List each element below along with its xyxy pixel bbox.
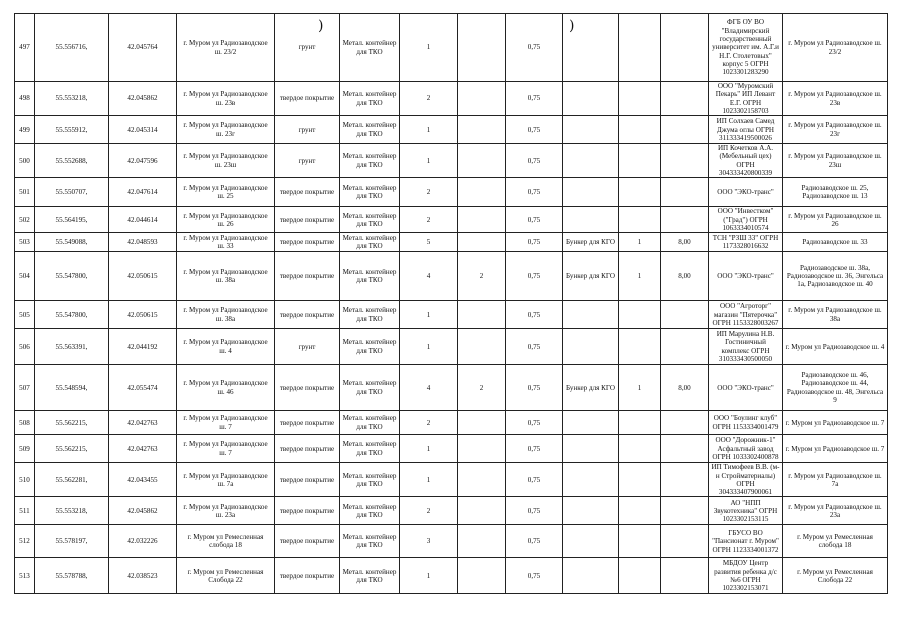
bunker-volume-cell <box>661 207 709 233</box>
bunker-type-cell <box>563 178 619 207</box>
container-count-cell: 1 <box>400 329 458 365</box>
container-type-cell: Метал. контейнер для ТКО <box>340 116 400 144</box>
owner-cell: МБДОУ Центр развития ребенка д/с №6 ОГРН 1023302153071 <box>709 558 783 594</box>
bunker-count-cell <box>619 435 661 463</box>
latitude-cell: 55.563391, <box>35 329 109 365</box>
bunker-volume-cell <box>661 116 709 144</box>
waste-source-cell: г. Муром ул Радиозаводское ш. 4 <box>783 329 888 365</box>
planned-count-cell <box>458 463 506 497</box>
container-type-cell: Метал. контейнер для ТКО <box>340 301 400 329</box>
waste-source-cell: г. Муром ул Радиозаводское ш. 23а <box>783 497 888 525</box>
row-number: 500 <box>15 144 35 178</box>
planned-count-cell <box>458 435 506 463</box>
latitude-cell: 55.550707, <box>35 178 109 207</box>
owner-cell: ООО "Муромский Пекарь" ИП Левант Е.Г. ОГРН 1023302158703 <box>709 82 783 116</box>
surface-cell: грунт <box>275 116 340 144</box>
waste-sites-table <box>14 13 888 594</box>
address-cell: г. Муром ул Радиозаводское ш. 23г <box>177 116 275 144</box>
container-count-cell: 2 <box>400 82 458 116</box>
row-number: 499 <box>15 116 35 144</box>
surface-cell: твердое покрытие <box>275 82 340 116</box>
surface-cell: твердое покрытие <box>275 435 340 463</box>
latitude-cell: 55.578197, <box>35 525 109 558</box>
bunker-type-cell <box>563 411 619 435</box>
row-number: 511 <box>15 497 35 525</box>
owner-cell: АО "НПП Звукотехника" ОГРН 1023302153115 <box>709 497 783 525</box>
bunker-volume-cell <box>661 178 709 207</box>
address-cell: г. Муром ул Радиозаводское ш. 23а <box>177 497 275 525</box>
container-type-cell: Метал. контейнер для ТКО <box>340 207 400 233</box>
bunker-count-cell: 1 <box>619 233 661 252</box>
bunker-type-cell <box>563 497 619 525</box>
bunker-volume-cell <box>661 497 709 525</box>
table-row <box>15 116 888 144</box>
table-row <box>15 82 888 116</box>
container-volume-cell: 0,75 <box>506 435 563 463</box>
container-type-cell: Метал. контейнер для ТКО <box>340 233 400 252</box>
container-volume-cell: 0,75 <box>506 525 563 558</box>
container-count-cell: 1 <box>400 116 458 144</box>
surface-cell: грунт <box>275 14 340 82</box>
table-row <box>15 14 888 82</box>
row-number: 503 <box>15 233 35 252</box>
planned-count-cell <box>458 82 506 116</box>
planned-count-cell <box>458 329 506 365</box>
bunker-type-cell: Бункер для КГО <box>563 365 619 411</box>
waste-source-cell: Радиозаводское ш. 25, Радиозаводское ш. 13 <box>783 178 888 207</box>
planned-count-cell <box>458 116 506 144</box>
bunker-count-cell <box>619 207 661 233</box>
longitude-cell: 42.042763 <box>109 435 177 463</box>
longitude-cell: 42.047614 <box>109 178 177 207</box>
container-volume-cell: 0,75 <box>506 14 563 82</box>
surface-cell: твердое покрытие <box>275 233 340 252</box>
owner-cell: ООО "Дорожник-1" Асфальтный завод ОГРН 1033302400878 <box>709 435 783 463</box>
container-type-cell: Метал. контейнер для ТКО <box>340 252 400 301</box>
container-volume-cell: 0,75 <box>506 497 563 525</box>
table-row <box>15 207 888 233</box>
bunker-volume-cell <box>661 463 709 497</box>
planned-count-cell <box>458 233 506 252</box>
row-number: 504 <box>15 252 35 301</box>
row-number: 497 <box>15 14 35 82</box>
bunker-count-cell <box>619 329 661 365</box>
latitude-cell: 55.547800, <box>35 301 109 329</box>
planned-count-cell: 2 <box>458 365 506 411</box>
bunker-volume-cell: 8,00 <box>661 233 709 252</box>
container-type-cell: Метал. контейнер для ТКО <box>340 144 400 178</box>
surface-cell: твердое покрытие <box>275 411 340 435</box>
latitude-cell: 55.578788, <box>35 558 109 594</box>
address-cell: г. Муром ул Радиозаводское ш. 33 <box>177 233 275 252</box>
planned-count-cell <box>458 525 506 558</box>
bunker-type-cell: Бункер для КГО <box>563 233 619 252</box>
surface-cell: твердое покрытие <box>275 525 340 558</box>
table-row <box>15 497 888 525</box>
waste-source-cell: г. Муром ул Радиозаводское ш. 23г <box>783 116 888 144</box>
planned-count-cell <box>458 497 506 525</box>
container-type-cell: Метал. контейнер для ТКО <box>340 558 400 594</box>
row-number: 508 <box>15 411 35 435</box>
bunker-volume-cell <box>661 435 709 463</box>
owner-cell: ИП Марулина Н.В. Гостиничный комплекс ОГРН 310333430500050 <box>709 329 783 365</box>
owner-cell: ООО "Агроторг" магазин "Пятерочка" ОГРН 1153328003267 <box>709 301 783 329</box>
waste-source-cell: Радиозаводское ш. 46, Радиозаводское ш. 44, Радиозаводское ш. 48, Энгельса 9 <box>783 365 888 411</box>
longitude-cell: 42.048593 <box>109 233 177 252</box>
planned-count-cell <box>458 14 506 82</box>
container-count-cell: 1 <box>400 435 458 463</box>
latitude-cell: 55.547800, <box>35 252 109 301</box>
waste-source-cell: г. Муром ул Радиозаводское ш. 38а <box>783 301 888 329</box>
surface-cell: твердое покрытие <box>275 497 340 525</box>
bunker-type-cell <box>563 301 619 329</box>
bunker-type-cell <box>563 144 619 178</box>
bunker-volume-cell <box>661 301 709 329</box>
latitude-cell: 55.562215, <box>35 411 109 435</box>
planned-count-cell <box>458 301 506 329</box>
container-count-cell: 4 <box>400 365 458 411</box>
row-number: 506 <box>15 329 35 365</box>
planned-count-cell <box>458 558 506 594</box>
container-count-cell: 4 <box>400 252 458 301</box>
longitude-cell: 42.045764 <box>109 14 177 82</box>
bunker-count-cell <box>619 497 661 525</box>
surface-cell: твердое покрытие <box>275 463 340 497</box>
table-row <box>15 329 888 365</box>
address-cell: г. Муром ул Радиозаводское ш. 7 <box>177 411 275 435</box>
container-volume-cell: 0,75 <box>506 233 563 252</box>
table-body <box>15 14 888 594</box>
container-count-cell: 2 <box>400 497 458 525</box>
owner-cell: ФГБ ОУ ВО "Владимирский государственный университет им. А.Г.и Н.Г. Столетовых" корпус 5 ОГРН 1023301283290 <box>709 14 783 82</box>
longitude-cell: 42.050615 <box>109 252 177 301</box>
container-count-cell: 2 <box>400 207 458 233</box>
bunker-volume-cell <box>661 14 709 82</box>
planned-count-cell <box>458 207 506 233</box>
surface-cell: грунт <box>275 329 340 365</box>
container-count-cell: 3 <box>400 525 458 558</box>
surface-cell: грунт <box>275 144 340 178</box>
row-number: 502 <box>15 207 35 233</box>
row-number: 513 <box>15 558 35 594</box>
address-cell: г. Муром ул Радиозаводское ш. 23ш <box>177 144 275 178</box>
registry-sheet <box>14 13 888 594</box>
container-volume-cell: 0,75 <box>506 144 563 178</box>
table-row <box>15 301 888 329</box>
surface-cell: твердое покрытие <box>275 207 340 233</box>
longitude-cell: 42.043455 <box>109 463 177 497</box>
longitude-cell: 42.042763 <box>109 411 177 435</box>
container-count-cell: 5 <box>400 233 458 252</box>
container-count-cell: 1 <box>400 144 458 178</box>
container-volume-cell: 0,75 <box>506 411 563 435</box>
table-row <box>15 252 888 301</box>
bunker-volume-cell <box>661 82 709 116</box>
table-row <box>15 365 888 411</box>
container-count-cell: 2 <box>400 411 458 435</box>
address-cell: г. Муром ул Радиозаводское ш. 7а <box>177 463 275 497</box>
planned-count-cell: 2 <box>458 252 506 301</box>
longitude-cell: 42.050615 <box>109 301 177 329</box>
waste-source-cell: г. Муром ул Радиозаводское ш. 26 <box>783 207 888 233</box>
table-row <box>15 233 888 252</box>
bunker-type-cell <box>563 329 619 365</box>
bunker-type-cell <box>563 207 619 233</box>
address-cell: г. Муром ул Радиозаводское ш. 23/2 <box>177 14 275 82</box>
bunker-volume-cell: 8,00 <box>661 365 709 411</box>
surface-cell: твердое покрытие <box>275 558 340 594</box>
bunker-type-cell <box>563 435 619 463</box>
row-number: 512 <box>15 525 35 558</box>
waste-source-cell: г. Муром ул Радиозаводское ш. 23в <box>783 82 888 116</box>
table-row <box>15 435 888 463</box>
table-row <box>15 144 888 178</box>
waste-source-cell: г. Муром ул Радиозаводское ш. 23ш <box>783 144 888 178</box>
container-type-cell: Метал. контейнер для ТКО <box>340 463 400 497</box>
container-count-cell: 2 <box>400 178 458 207</box>
scan-mark: ) <box>569 18 575 34</box>
latitude-cell: 55.556716, <box>35 14 109 82</box>
container-volume-cell: 0,75 <box>506 329 563 365</box>
table-row <box>15 558 888 594</box>
container-volume-cell: 0,75 <box>506 558 563 594</box>
container-type-cell: Метал. контейнер для ТКО <box>340 365 400 411</box>
latitude-cell: 55.549088, <box>35 233 109 252</box>
bunker-count-cell <box>619 116 661 144</box>
table-row <box>15 525 888 558</box>
row-number: 505 <box>15 301 35 329</box>
container-count-cell: 1 <box>400 558 458 594</box>
owner-cell: ООО "ЭКО-транс" <box>709 178 783 207</box>
container-count-cell: 1 <box>400 463 458 497</box>
container-volume-cell: 0,75 <box>506 82 563 116</box>
container-volume-cell: 0,75 <box>506 463 563 497</box>
planned-count-cell <box>458 178 506 207</box>
owner-cell: ИП Кочетков А.А. (Мебельный цех) ОГРН 304333420800339 <box>709 144 783 178</box>
bunker-count-cell <box>619 301 661 329</box>
container-volume-cell: 0,75 <box>506 207 563 233</box>
bunker-count-cell <box>619 144 661 178</box>
table-row <box>15 178 888 207</box>
longitude-cell: 42.044192 <box>109 329 177 365</box>
longitude-cell: 42.045314 <box>109 116 177 144</box>
surface-cell: твердое покрытие <box>275 301 340 329</box>
container-type-cell: Метал. контейнер для ТКО <box>340 525 400 558</box>
owner-cell: ИП Солхаев Самед Джума оглы ОГРН 311333419500026 <box>709 116 783 144</box>
container-type-cell: Метал. контейнер для ТКО <box>340 329 400 365</box>
container-volume-cell: 0,75 <box>506 365 563 411</box>
bunker-type-cell <box>563 116 619 144</box>
planned-count-cell <box>458 411 506 435</box>
waste-source-cell: г. Муром ул Ремесленная Слобода 22 <box>783 558 888 594</box>
bunker-count-cell <box>619 82 661 116</box>
container-volume-cell: 0,75 <box>506 116 563 144</box>
container-volume-cell: 0,75 <box>506 301 563 329</box>
container-type-cell: Метал. контейнер для ТКО <box>340 82 400 116</box>
bunker-count-cell <box>619 525 661 558</box>
waste-source-cell: Радиозаводское ш. 33 <box>783 233 888 252</box>
address-cell: г. Муром ул Радиозаводское ш. 38а <box>177 252 275 301</box>
container-volume-cell: 0,75 <box>506 178 563 207</box>
bunker-count-cell <box>619 558 661 594</box>
bunker-volume-cell <box>661 144 709 178</box>
bunker-count-cell <box>619 178 661 207</box>
table-row <box>15 411 888 435</box>
latitude-cell: 55.548594, <box>35 365 109 411</box>
latitude-cell: 55.562281, <box>35 463 109 497</box>
container-type-cell: Метал. контейнер для ТКО <box>340 411 400 435</box>
address-cell: г. Муром ул Радиозаводское ш. 25 <box>177 178 275 207</box>
address-cell: г. Муром ул Ремесленная слобода 18 <box>177 525 275 558</box>
longitude-cell: 42.047596 <box>109 144 177 178</box>
bunker-type-cell <box>563 525 619 558</box>
bunker-type-cell <box>563 82 619 116</box>
bunker-volume-cell <box>661 525 709 558</box>
bunker-count-cell <box>619 463 661 497</box>
owner-cell: ООО "ЭКО-транс" <box>709 252 783 301</box>
owner-cell: ООО "Инвестком" ("Град") ОГРН 1063334010574 <box>709 207 783 233</box>
owner-cell: ГБУСО ВО "Пансионат г. Муром" ОГРН 1123334001372 <box>709 525 783 558</box>
latitude-cell: 55.564195, <box>35 207 109 233</box>
bunker-count-cell <box>619 14 661 82</box>
longitude-cell: 42.032226 <box>109 525 177 558</box>
planned-count-cell <box>458 144 506 178</box>
bunker-volume-cell <box>661 558 709 594</box>
surface-cell: твердое покрытие <box>275 178 340 207</box>
waste-source-cell: г. Муром ул Радиозаводское ш. 7 <box>783 435 888 463</box>
longitude-cell: 42.038523 <box>109 558 177 594</box>
surface-cell: твердое покрытие <box>275 365 340 411</box>
bunker-volume-cell <box>661 329 709 365</box>
longitude-cell: 42.045862 <box>109 497 177 525</box>
longitude-cell: 42.044614 <box>109 207 177 233</box>
bunker-count-cell: 1 <box>619 252 661 301</box>
longitude-cell: 42.045862 <box>109 82 177 116</box>
row-number: 510 <box>15 463 35 497</box>
owner-cell: ТСН "РЗШ 33" ОГРН 1173328016632 <box>709 233 783 252</box>
waste-source-cell: г. Муром ул Радиозаводское ш. 7а <box>783 463 888 497</box>
latitude-cell: 55.553218, <box>35 497 109 525</box>
bunker-count-cell: 1 <box>619 365 661 411</box>
row-number: 501 <box>15 178 35 207</box>
bunker-type-cell: Бункер для КГО <box>563 252 619 301</box>
latitude-cell: 55.555912, <box>35 116 109 144</box>
table-row <box>15 463 888 497</box>
waste-source-cell: Радиозаводское ш. 38а, Радиозаводское ш. 36, Энгельса 1а, Радиозаводское ш. 40 <box>783 252 888 301</box>
address-cell: г. Муром ул Радиозаводское ш. 7 <box>177 435 275 463</box>
bunker-count-cell <box>619 411 661 435</box>
owner-cell: ИП Тимофеев В.В. (м-н Стройматериалы) ОГРН 304333407900061 <box>709 463 783 497</box>
address-cell: г. Муром ул Радиозаводское ш. 26 <box>177 207 275 233</box>
container-type-cell: Метал. контейнер для ТКО <box>340 14 400 82</box>
owner-cell: ООО "Боулинг клуб" ОГРН 1153334001479 <box>709 411 783 435</box>
address-cell: г. Муром ул Ремесленная Слобода 22 <box>177 558 275 594</box>
container-count-cell: 1 <box>400 14 458 82</box>
address-cell: г. Муром ул Радиозаводское ш. 23в <box>177 82 275 116</box>
container-type-cell: Метал. контейнер для ТКО <box>340 497 400 525</box>
address-cell: г. Муром ул Радиозаводское ш. 38а <box>177 301 275 329</box>
address-cell: г. Муром ул Радиозаводское ш. 4 <box>177 329 275 365</box>
latitude-cell: 55.562215, <box>35 435 109 463</box>
bunker-volume-cell <box>661 411 709 435</box>
surface-cell: твердое покрытие <box>275 252 340 301</box>
container-count-cell: 1 <box>400 301 458 329</box>
latitude-cell: 55.553218, <box>35 82 109 116</box>
bunker-type-cell <box>563 558 619 594</box>
scan-mark: ) <box>318 18 324 34</box>
waste-source-cell: г. Муром ул Радиозаводское ш. 23/2 <box>783 14 888 82</box>
container-volume-cell: 0,75 <box>506 252 563 301</box>
address-cell: г. Муром ул Радиозаводское ш. 46 <box>177 365 275 411</box>
row-number: 498 <box>15 82 35 116</box>
container-type-cell: Метал. контейнер для ТКО <box>340 435 400 463</box>
row-number: 509 <box>15 435 35 463</box>
waste-source-cell: г. Муром ул Ремесленная слобода 18 <box>783 525 888 558</box>
container-type-cell: Метал. контейнер для ТКО <box>340 178 400 207</box>
latitude-cell: 55.552688, <box>35 144 109 178</box>
owner-cell: ООО "ЭКО-транс" <box>709 365 783 411</box>
bunker-volume-cell: 8,00 <box>661 252 709 301</box>
bunker-type-cell <box>563 463 619 497</box>
waste-source-cell: г. Муром ул Радиозаводское ш. 7 <box>783 411 888 435</box>
row-number: 507 <box>15 365 35 411</box>
longitude-cell: 42.055474 <box>109 365 177 411</box>
